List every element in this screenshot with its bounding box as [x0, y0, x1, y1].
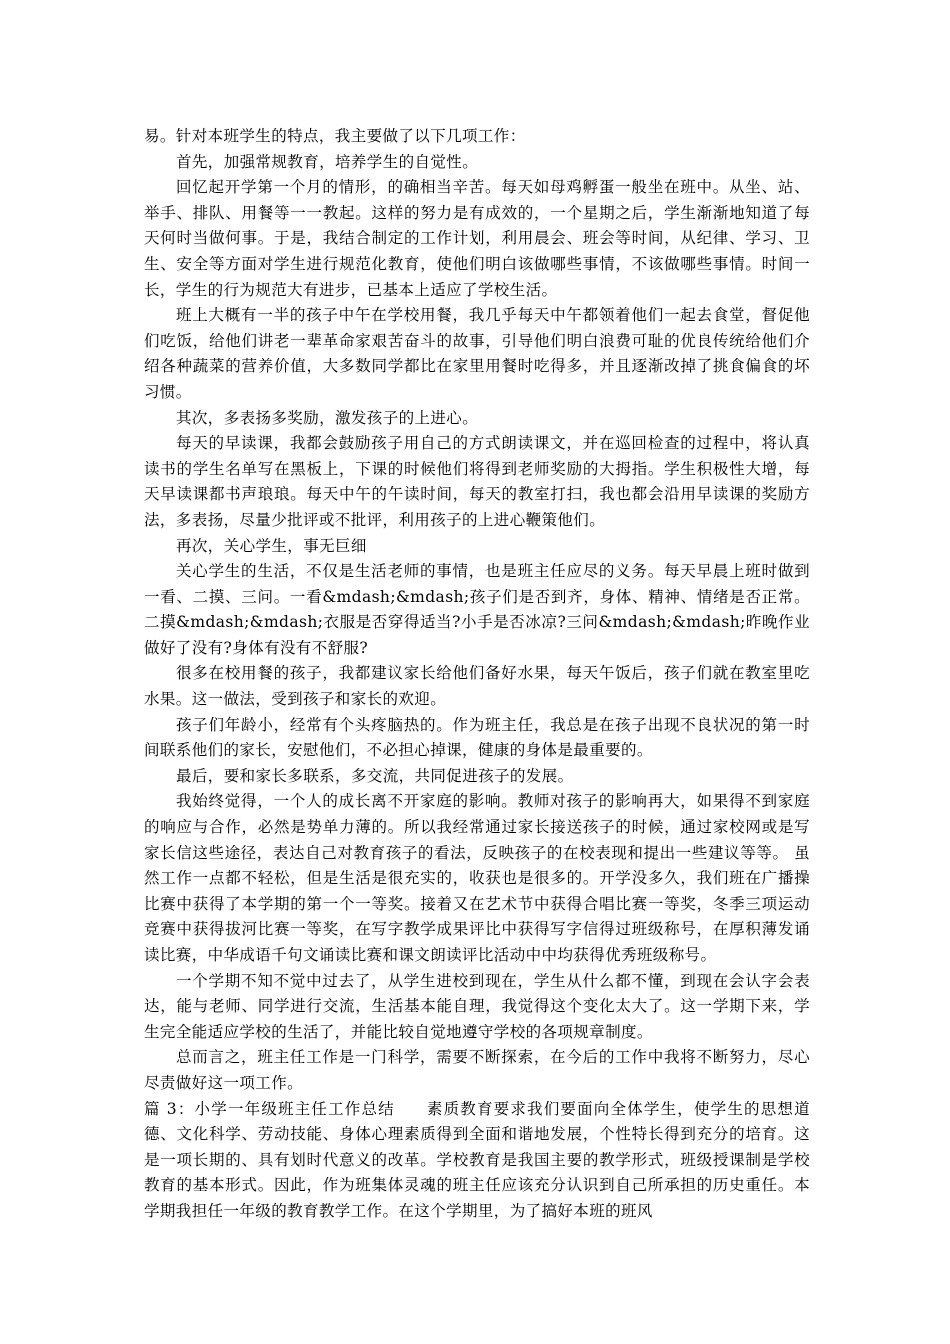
paragraph: 一个学期不知不觉中过去了，从学生进校到现在，学生从什么都不懂，到现在会认字会表达，能与老师、同学进行交流，生活基本能自理，我觉得这个变化太大了。这一学期下来，学生完全能适应学校的生活了，并能比较自觉地遵守学校的各项规章制度。 [144, 971, 810, 1041]
paragraph: 我始终觉得，一个人的成长离不开家庭的影响。教师对孩子的影响再大，如果得不到家庭的响应与合作，必然是势单力薄的。所以我经常通过家长接送孩子的时候，通过家校网或是写家长信这些途径，表达自己对教育孩子的看法，反映孩子的在校表现和提出一些建议等等。 虽然工作一点都不轻松，但是生活是很充实的，收获也是很多的。开学没多久，我们班在广播操比赛中获得了本学期的第一个一等奖。接着又在艺术节中获得合唱比赛一等奖，冬季三项运动竞赛中获得拔河比赛一等奖，在写字教学成果评比中获得写字信得过班级称号，在厚积薄发诵读比赛，中华成语千句文诵读比赛和课文朗读评比活动中中均获得优秀班级称号。 [144, 792, 810, 964]
paragraph: 关心学生的生活，不仅是生活老师的事情，也是班主任应尽的义务。每天早晨上班时做到一看、二摸、三问。一看&mdash;&mdash;孩子们是否到齐，身体、精神、情绪是否正常。二摸&mdash;&mdash;衣服是否穿得适当?小手是否冰凉?三问&mdash;&mdash;昨晚作业做好了没有?身体有没有不舒服? [144, 562, 810, 657]
section-title: 篇 3：小学一年级班主任工作总结 [144, 1099, 395, 1118]
paragraph: 每天的早读课，我都会鼓励孩子用自己的方式朗读课文，并在巡回检查的过程中，将认真读书的学生名单写在黑板上，下课的时候他们将得到老师奖励的大拇指。学生积极性大增，每天早读课都书声琅琅。每天中午的午读时间，每天的教室打扫，我也都会沿用早读课的奖励方法，多表扬，尽量少批评或不批评，利用孩子的上进心鞭策他们。 [144, 434, 810, 529]
paragraph: 回忆起开学第一个月的情形，的确相当辛苦。每天如母鸡孵蛋一般坐在班中。从坐、站、举手、排队、用餐等一一教起。这样的努力是有成效的，一个星期之后，学生渐渐地知道了每天何时当做何事。于是，我结合制定的工作计划，利用晨会、班会等时间，从纪律、学习、卫生、安全等方面对学生进行规范化教育，使他们明白该做哪些事情，不该做哪些事情。时间一长，学生的行为规范大有进步，已基本上适应了学校生活。 [144, 178, 810, 299]
paragraph: 很多在校用餐的孩子，我都建议家长给他们备好水果，每天午饭后，孩子们就在教室里吃水果。这一做法，受到孩子和家长的欢迎。 [144, 664, 810, 709]
paragraph-heading: 最后，要和家长多联系，多交流，共同促进孩子的发展。 [176, 766, 574, 785]
paragraph-heading: 再次，关心学生，事无巨细 [176, 536, 367, 555]
section-body: 素质教育要求我们要面向全体学生，使学生的思想道德、文化科学、劳动技能、身体心理素质得到全面和谐地发展，个性特长得到充分的培育。这是一项长期的、具有划时代意义的改革。学校教育是我国主要的教学形式，班级授课制是学校教育的基本形式。因此，作为班集体灵魂的班主任应该充分认识到自己所承担的历史重任。本学期我担任一年级的教育教学工作。在这个学期里，为了搞好本班的班风 [144, 1099, 810, 1220]
section-paragraph [144, 1097, 810, 1225]
paragraph: 班上大概有一半的孩子中午在学校用餐，我几乎每天中午都领着他们一起去食堂，督促他们吃饭，给他们讲老一辈革命家艰苦奋斗的故事，引导他们明白浪费可耻的优良传统给他们介绍各种蔬菜的营养价值，大多数同学都比在家里用餐时吃得多，并且逐渐改掉了挑食偏食的坏习惯。 [144, 306, 810, 401]
paragraph-heading: 首先，加强常规教育，培养学生的自觉性。 [176, 152, 479, 171]
paragraph-heading: 其次，多表扬多奖励，激发孩子的上进心。 [176, 408, 479, 427]
document-body [144, 124, 810, 1225]
paragraph: 孩子们年龄小，经常有个头疼脑热的。作为班主任，我总是在孩子出现不良状况的第一时间联系他们的家长，安慰他们，不必担心掉课，健康的身体是最重要的。 [144, 715, 810, 760]
paragraph: 易。针对本班学生的特点，我主要做了以下几项工作： [144, 127, 526, 145]
paragraph: 总而言之，班主任工作是一门科学，需要不断探索，在今后的工作中我将不断努力，尽心尽责做好这一项工作。 [144, 1048, 810, 1092]
